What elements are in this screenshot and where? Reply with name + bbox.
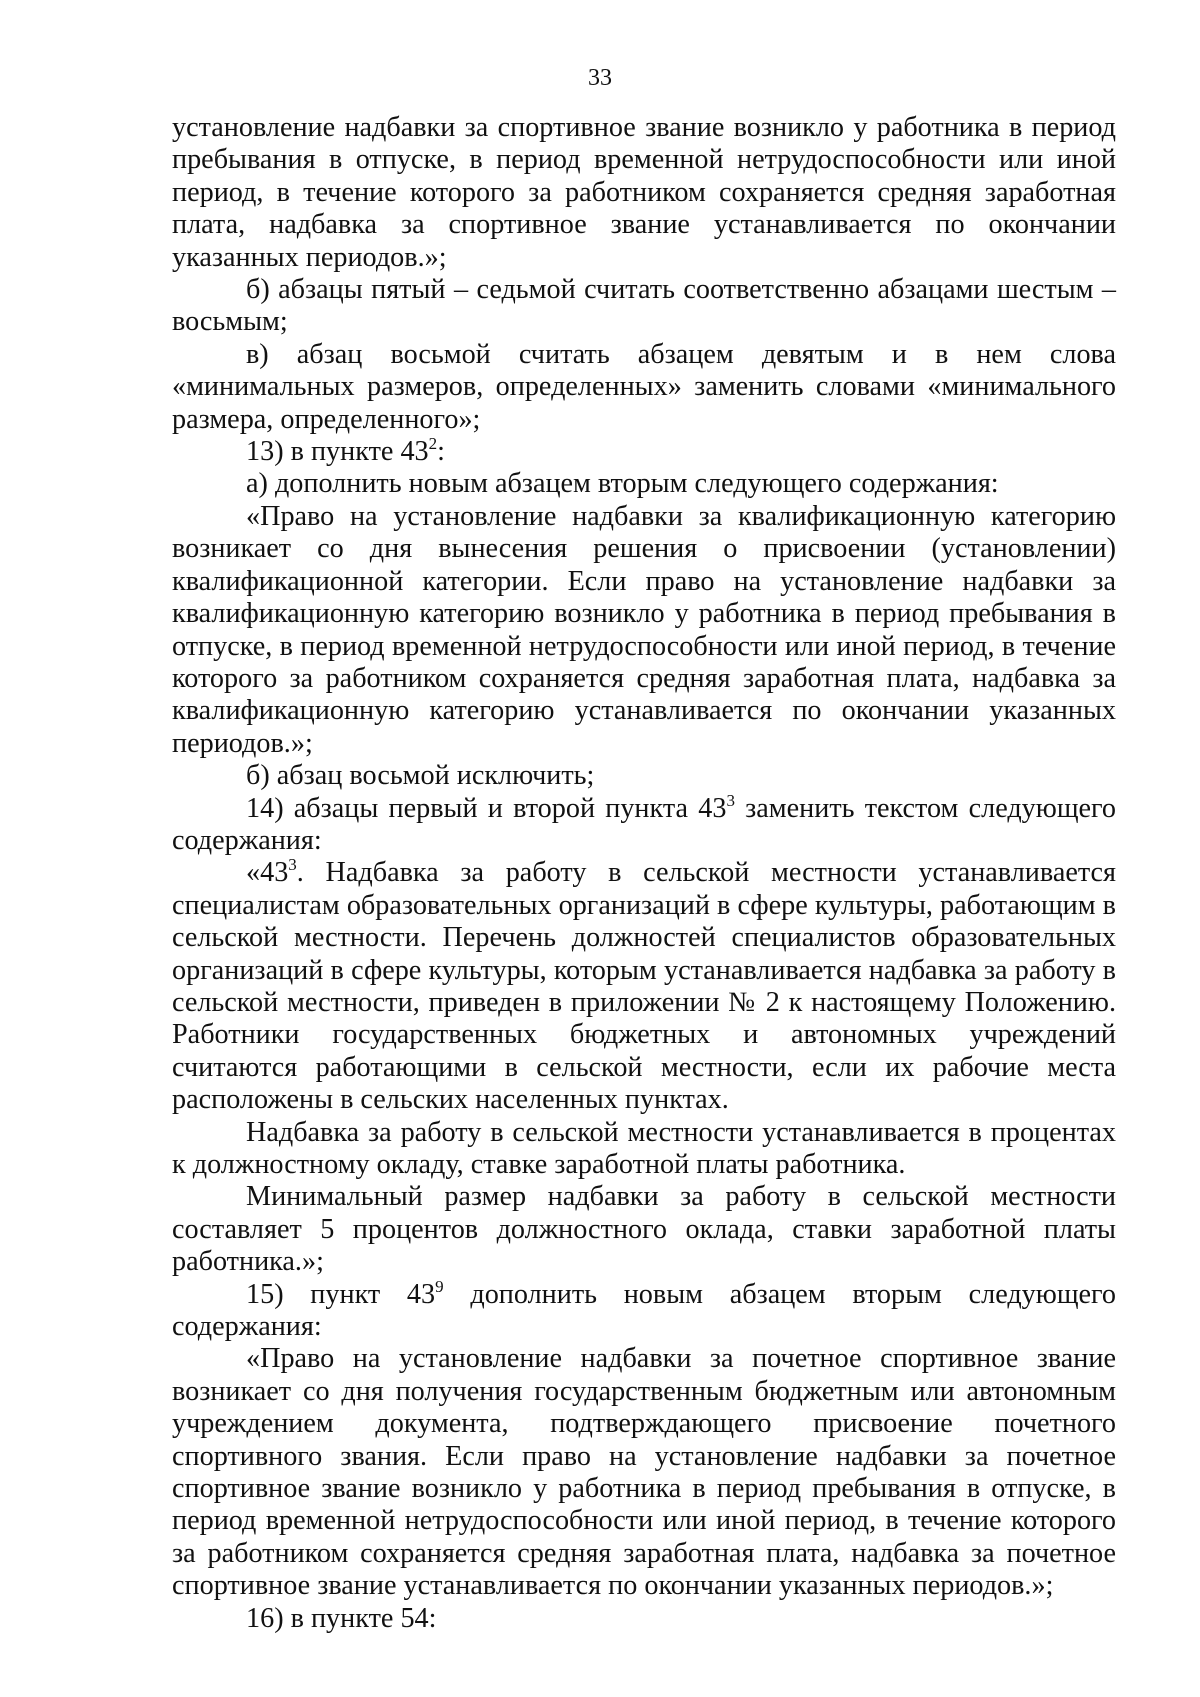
paragraph xyxy=(172,1117,1116,1182)
text-run: 13) в пункте 43 xyxy=(246,436,429,468)
text-run: Минимальный размер надбавки за работу в сельской местности составляет 5 процентов должностного оклада, ставки заработной платы работника.»; xyxy=(172,1181,1116,1278)
text-run: «Право на установление надбавки за почетное спортивное звание возникает со дня получения государственным бюджетным или автономным учреждением документа, подтверждающего присвоение почетного спортивного звания. Если право на установление надбавки за почетное спортивное звание возникло у работника в период пребывания в отпуске, в период временной нетрудоспособности или иной период, в течение которого за работником сохраняется средняя заработная плата, надбавка за почетное спортивное звание устанавливается по окончании указанных периодов.»; xyxy=(172,1343,1116,1602)
paragraph xyxy=(172,112,1116,274)
text-run: 15) пункт 43 xyxy=(246,1278,436,1310)
text-run: 14) абзацы первый и второй пункта 43 xyxy=(246,792,727,824)
text-run: б) абзац восьмой исключить; xyxy=(246,760,595,792)
paragraph xyxy=(172,857,1116,1116)
paragraph xyxy=(172,1276,1116,1344)
paragraph xyxy=(172,274,1116,339)
text-run: 16) в пункте 54: xyxy=(246,1602,437,1634)
paragraph xyxy=(172,436,1116,468)
text-run: дополнить новым абзацем вторым следующего содержания: xyxy=(172,1278,1116,1343)
paragraph xyxy=(172,501,1116,760)
paragraph xyxy=(172,760,1116,792)
text-run: в) абзац восьмой считать абзацем девятым и в нем слова «минимальных размеров, определенных» заменить словами «минимального размера, определенного»; xyxy=(172,338,1116,435)
superscript: 2 xyxy=(428,434,438,454)
text-run: установление надбавки за спортивное звание возникло у работника в период пребывания в отпуске, в период временной нетрудоспособности или иной период, в течение которого за работником сохраняется средняя заработная плата, надбавка за спортивное звание устанавливается по окончании указанных периодов.»; xyxy=(172,112,1116,273)
superscript: 3 xyxy=(288,855,297,875)
page-number: 33 xyxy=(588,65,612,91)
text-run: «43 xyxy=(246,857,289,889)
paragraph xyxy=(172,1181,1116,1278)
text-run: : xyxy=(437,436,445,468)
text-run: б) абзацы пятый – седьмой считать соответственно абзацами шестым – восьмым; xyxy=(172,274,1116,338)
superscript: 9 xyxy=(435,1276,444,1296)
text-run: Надбавка за работу в сельской местности устанавливается в процентах к должностному окладу, ставке заработной платы работника. xyxy=(172,1116,1116,1180)
paragraph xyxy=(172,1603,1116,1635)
text-run: а) дополнить новым абзацем вторым следующего содержания: xyxy=(246,468,999,500)
text-run: заменить текстом следующего содержания: xyxy=(172,792,1117,856)
paragraph xyxy=(172,468,1116,500)
superscript: 3 xyxy=(726,790,735,810)
document-body xyxy=(172,112,1116,1635)
text-run: «Право на установление надбавки за квалификационную категорию возникает со дня вынесения решения о присвоении (установлении) квалификационной категории. Если право на установление надбавки за квалификационную категорию возникло у работника в период пребывания в отпуске, в период временной нетрудоспособности или иной период, в течение которого за работником сохраняется средняя заработная плата, надбавка за квалификационную категорию устанавливается по окончании указанных периодов.»; xyxy=(172,500,1116,759)
paragraph xyxy=(172,790,1117,858)
paragraph xyxy=(172,1343,1116,1602)
text-run: . Надбавка за работу в сельской местности устанавливается специалистам образовательных организаций в сфере культуры, работающим в сельской местности. Перечень должностей специалистов образовательных организаций в сфере культуры, которым устанавливается надбавка за работу в сельской местности, приведен в приложении № 2 к настоящему Положению. Работники государственных бюджетных и автономных учреждений считаются работающими в сельской местности, если их рабочие места расположены в сельских населенных пунктах. xyxy=(172,857,1116,1116)
paragraph xyxy=(172,339,1116,436)
